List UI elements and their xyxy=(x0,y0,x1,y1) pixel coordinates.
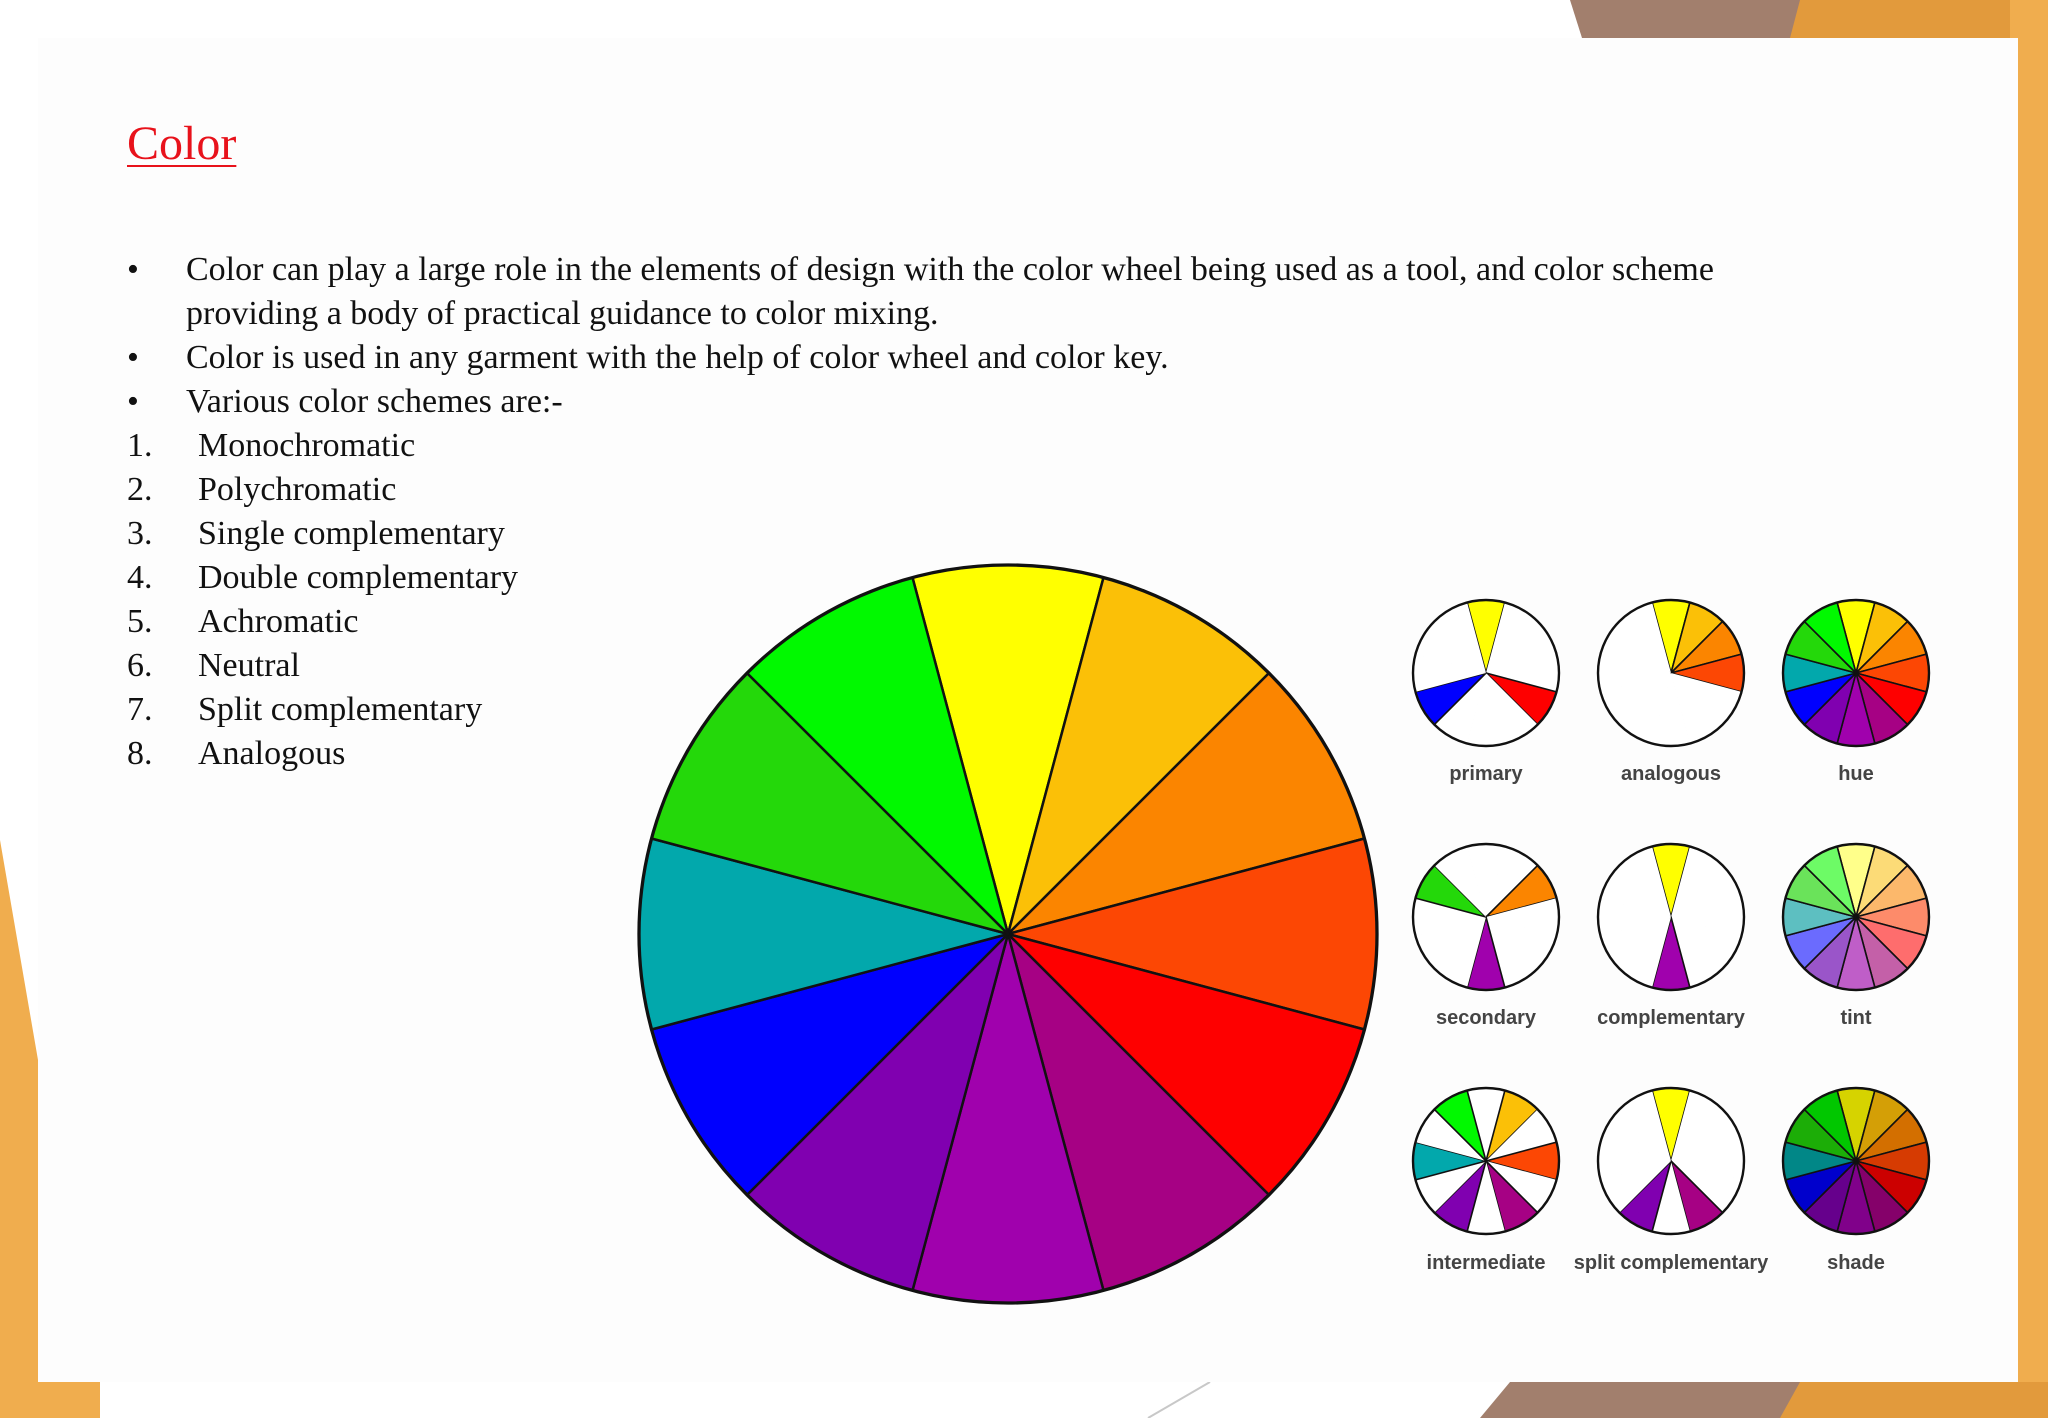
bullet-text: Color can play a large role in the elements of design with the color wheel being used as a tool, and color scheme providing a body of practical guidance to color mixing. xyxy=(186,251,1714,332)
scheme-wheel-hue xyxy=(1783,600,1929,746)
bullet-icon: • xyxy=(127,251,139,288)
item-text: Neutral xyxy=(198,647,300,684)
scheme-wheel-intermediate xyxy=(1413,1088,1559,1234)
scheme-label-shade: shade xyxy=(1827,1252,1885,1274)
scheme-label-secondary: secondary xyxy=(1435,1007,1537,1029)
scheme-label-primary: primary xyxy=(1449,763,1523,785)
main-color-wheel xyxy=(639,565,1377,1303)
scheme-label-analogous: analogous xyxy=(1620,763,1722,785)
item-text: Double complementary xyxy=(198,559,519,596)
scheme-wheel-primary xyxy=(1413,600,1559,746)
scheme-wheel-split-complementary xyxy=(1598,1088,1744,1234)
item-number: 4. xyxy=(127,559,153,596)
item-number: 5. xyxy=(127,603,153,640)
scheme-wheel-secondary xyxy=(1413,844,1559,990)
scheme-label-split-complementary: split complementary xyxy=(1573,1252,1769,1274)
scheme-label-complementary: complementary xyxy=(1597,1007,1745,1029)
scheme-label-hue: hue xyxy=(1838,763,1874,785)
bullet-text: Various color schemes are:- xyxy=(186,383,563,420)
item-text: Single complementary xyxy=(198,515,505,552)
item-text: Split complementary xyxy=(198,691,483,728)
scheme-label-tint: tint xyxy=(1840,1007,1872,1029)
item-number: 6. xyxy=(127,647,153,684)
bullet-icon: • xyxy=(127,339,139,376)
scheme-wheel-shade xyxy=(1783,1088,1929,1234)
scheme-wheel-complementary xyxy=(1598,844,1744,990)
item-number: 7. xyxy=(127,691,153,728)
scheme-wheel-analogous xyxy=(1598,600,1744,746)
slide-title: Color xyxy=(127,117,237,170)
scheme-label-intermediate: intermediate xyxy=(1426,1252,1546,1274)
item-number: 2. xyxy=(127,471,153,508)
scheme-wheel-tint xyxy=(1783,844,1929,990)
item-text: Polychromatic xyxy=(198,471,397,508)
item-number: 8. xyxy=(127,735,153,772)
item-text: Analogous xyxy=(198,735,346,772)
bullet-text: Color is used in any garment with the help of color wheel and color key. xyxy=(186,339,1169,376)
item-number: 1. xyxy=(127,427,153,464)
item-text: Achromatic xyxy=(198,603,359,640)
item-text: Monochromatic xyxy=(198,427,416,464)
bullet-icon: • xyxy=(127,383,139,420)
item-number: 3. xyxy=(127,515,153,552)
